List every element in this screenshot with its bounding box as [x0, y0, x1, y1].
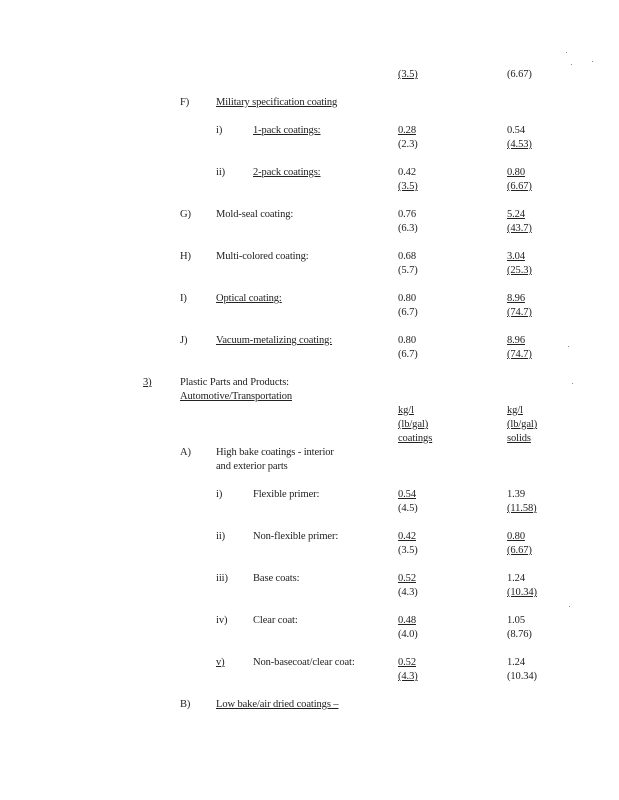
coating-value-imperial: (6.3) [398, 223, 418, 234]
item-title-continued: and exterior parts [216, 461, 288, 472]
solids-value-imperial: (10.34) [507, 671, 537, 682]
section-subtitle: Automotive/Transportation [180, 391, 293, 402]
item-letter: A) [180, 447, 191, 458]
item-label: Multi-colored coating: [216, 251, 309, 262]
item-title: Low bake/air dried coatings – [216, 699, 339, 710]
solids-value-imperial: (74.7) [507, 307, 532, 318]
scan-speck [569, 606, 570, 607]
item-letter: H) [180, 251, 191, 262]
sub-number: iv) [216, 615, 228, 626]
solids-value: 1.39 [507, 489, 525, 500]
sub-number: ii) [216, 531, 226, 542]
coating-value: 0.76 [398, 209, 416, 220]
coating-value-imperial: (4.3) [398, 671, 418, 682]
coating-value-imperial: (2.3) [398, 139, 418, 150]
solids-value: 0.80 [507, 167, 525, 178]
solids-value: 8.96 [507, 335, 525, 346]
coating-value: 0.42 [398, 167, 416, 178]
scan-speck [571, 64, 572, 65]
scan-speck [566, 52, 567, 53]
coating-value: 0.28 [398, 125, 416, 136]
sub-number: i) [216, 489, 223, 500]
solids-value: 0.80 [507, 531, 525, 542]
sub-number: iii) [216, 573, 228, 584]
solids-value: 1.24 [507, 573, 525, 584]
sub-label: Base coats: [253, 573, 300, 584]
item-label: Mold-seal coating: [216, 209, 294, 220]
sub-label: 1-pack coatings: [253, 125, 321, 136]
sub-label: Non-flexible primer: [253, 531, 339, 542]
scan-speck [592, 61, 593, 62]
solids-value-imperial: (8.76) [507, 629, 532, 640]
sub-number: v) [216, 657, 225, 668]
coating-value-imperial: (3.5) [398, 545, 418, 556]
item-letter: I) [180, 293, 187, 304]
item-letter: G) [180, 209, 191, 220]
coating-value-imperial: (4.5) [398, 503, 418, 514]
column-header-solids-imperial: (lb/gal) [507, 419, 538, 430]
coating-value-imperial: (5.7) [398, 265, 418, 276]
solids-value: 1.24 [507, 657, 525, 668]
sub-label: 2-pack coatings: [253, 167, 321, 178]
solids-value-imperial: (4.53) [507, 139, 532, 150]
coating-value: 0.48 [398, 615, 416, 626]
column-header-coatings: coatings [398, 433, 433, 444]
scan-speck [568, 346, 569, 347]
item-letter: J) [180, 335, 188, 346]
solids-value: 1.05 [507, 615, 525, 626]
coating-value-imperial: (6.7) [398, 349, 418, 360]
solids-value: 8.96 [507, 293, 525, 304]
item-title: Military specification coating [216, 97, 338, 108]
coating-value: 0.52 [398, 657, 416, 668]
top-solids-value: (6.67) [507, 69, 532, 80]
item-letter: F) [180, 97, 190, 108]
item-label: Vacuum-metalizing coating: [216, 335, 333, 346]
item-letter: B) [180, 699, 191, 710]
coating-value: 0.42 [398, 531, 416, 542]
column-header-coatings-unit: kg/l [398, 405, 414, 416]
coating-value-imperial: (4.3) [398, 587, 418, 598]
solids-value-imperial: (6.67) [507, 545, 532, 556]
section-title: Plastic Parts and Products: [180, 377, 290, 388]
coating-value: 0.54 [398, 489, 416, 500]
column-header-coatings-imperial: (lb/gal) [398, 419, 429, 430]
solids-value: 5.24 [507, 209, 525, 220]
sub-number: i) [216, 125, 223, 136]
coating-value: 0.68 [398, 251, 416, 262]
item-title: High bake coatings - interior [216, 447, 334, 458]
solids-value-imperial: (11.58) [507, 503, 537, 514]
top-coating-value: (3.5) [398, 69, 418, 80]
solids-value-imperial: (25.3) [507, 265, 532, 276]
column-header-solids-unit: kg/l [507, 405, 523, 416]
column-header-solids: solids [507, 433, 531, 444]
section-number: 3) [143, 377, 152, 388]
sub-number: ii) [216, 167, 226, 178]
coating-value: 0.52 [398, 573, 416, 584]
coating-value-imperial: (4.0) [398, 629, 418, 640]
solids-value-imperial: (10.34) [507, 587, 537, 598]
coating-value-imperial: (6.7) [398, 307, 418, 318]
item-label: Optical coating: [216, 293, 282, 304]
coating-value: 0.80 [398, 335, 416, 346]
sub-label: Non-basecoat/clear coat: [253, 657, 355, 668]
solids-value-imperial: (6.67) [507, 181, 532, 192]
scan-speck [572, 383, 573, 384]
coating-value-imperial: (3.5) [398, 181, 418, 192]
solids-value-imperial: (43.7) [507, 223, 532, 234]
sub-label: Flexible primer: [253, 489, 320, 500]
solids-value: 3.04 [507, 251, 525, 262]
coating-value: 0.80 [398, 293, 416, 304]
solids-value-imperial: (74.7) [507, 349, 532, 360]
sub-label: Clear coat: [253, 615, 298, 626]
solids-value: 0.54 [507, 125, 525, 136]
